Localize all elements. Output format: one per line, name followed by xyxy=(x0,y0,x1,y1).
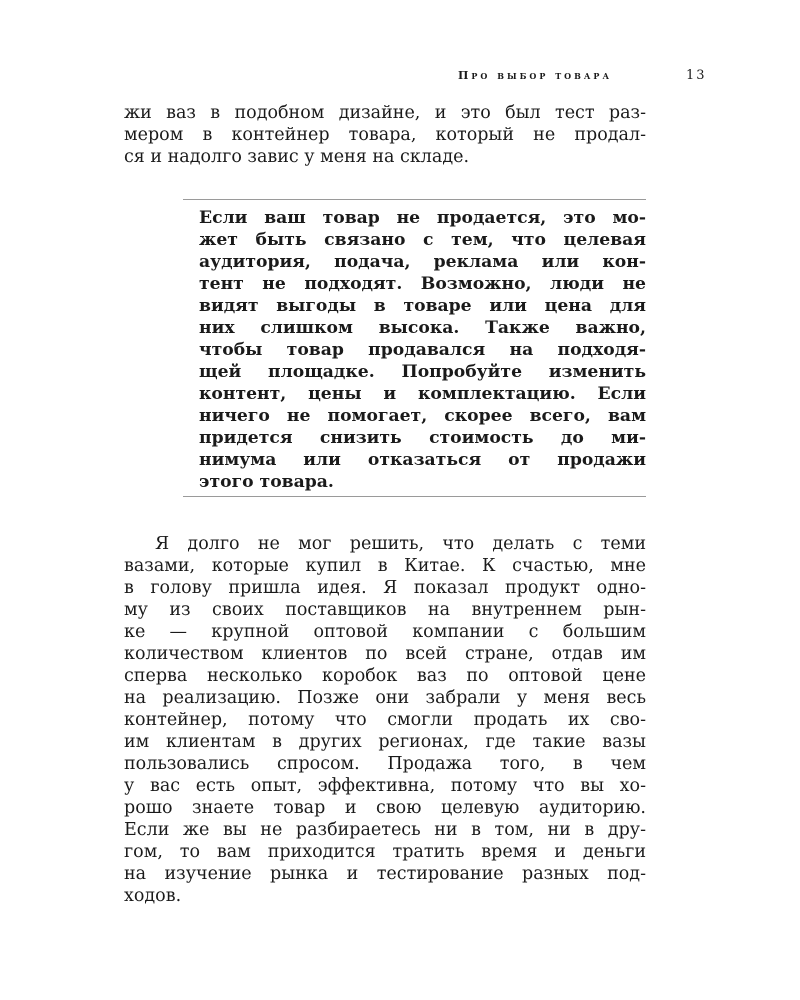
text-line: ходов. xyxy=(124,886,182,906)
text-line: у вас есть опыт, эффективна, потому что вы хо- xyxy=(124,776,646,796)
callout-line: этого товара. xyxy=(199,472,334,492)
callout-line: видят выгоды в товаре или цена для xyxy=(199,296,646,316)
callout-line: аудитория, подача, реклама или кон- xyxy=(199,252,646,272)
text-line: рошо знаете товар и свою целевую аудиторию. xyxy=(124,798,646,818)
text-line: гом, то вам приходится тратить время и деньги xyxy=(124,842,646,862)
text-line: сперва несколько коробок ваз по оптовой цене xyxy=(124,666,646,686)
text-line: мером в контейнер товара, который не продал- xyxy=(124,125,646,145)
text-line: Я долго не мог решить, что делать с теми xyxy=(155,534,646,554)
callout-line: них слишком высока. Также важно, xyxy=(199,318,646,338)
callout-line: придется снизить стоимость до ми- xyxy=(199,428,646,448)
text-line: Если же вы не разбираетесь ни в том, ни в дру- xyxy=(124,820,646,840)
text-line: жи ваз в подобном дизайне, и это был тест раз- xyxy=(124,103,646,123)
callout-line: жет быть связано с тем, что целевая xyxy=(199,230,646,250)
text-line: вазами, которые купил в Китае. К счастью, мне xyxy=(124,556,646,576)
text-line: пользовались спросом. Продажа того, в чем xyxy=(124,754,646,774)
callout-line: нимума или отказаться от продажи xyxy=(199,450,646,470)
callout-line: контент, цены и комплектацию. Если xyxy=(199,384,646,404)
callout-bottom-rule xyxy=(183,496,646,497)
callout-top-rule xyxy=(183,199,646,200)
text-line: им клиентам в других регионах, где такие вазы xyxy=(124,732,646,752)
callout-line: Если ваш товар не продается, это мо- xyxy=(199,208,646,228)
text-line: в голову пришла идея. Я показал продукт одно- xyxy=(124,578,646,598)
text-line: на реализацию. Позже они забрали у меня весь xyxy=(124,688,646,708)
callout-line: чтобы товар продавался на подходя- xyxy=(199,340,646,360)
text-line: контейнер, потому что смогли продать их сво- xyxy=(124,710,646,730)
callout-line: ничего не помогает, скорее всего, вам xyxy=(199,406,646,426)
text-line: ке — крупной оптовой компании с большим xyxy=(124,622,646,642)
text-line: ся и надолго завис у меня на складе. xyxy=(124,147,470,167)
text-line: му из своих поставщиков на внутреннем рын- xyxy=(124,600,646,620)
callout-box xyxy=(183,199,646,497)
page-number: 13 xyxy=(686,68,707,83)
text-line: количеством клиентов по всей стране, отдав им xyxy=(124,644,646,664)
running-head-title: Про выбор товара xyxy=(458,69,612,82)
text-line: на изучение рынка и тестирование разных под- xyxy=(124,864,646,884)
callout-line: щей площадке. Попробуйте изменить xyxy=(199,362,646,382)
callout-line: тент не подходят. Возможно, люди не xyxy=(199,274,646,294)
